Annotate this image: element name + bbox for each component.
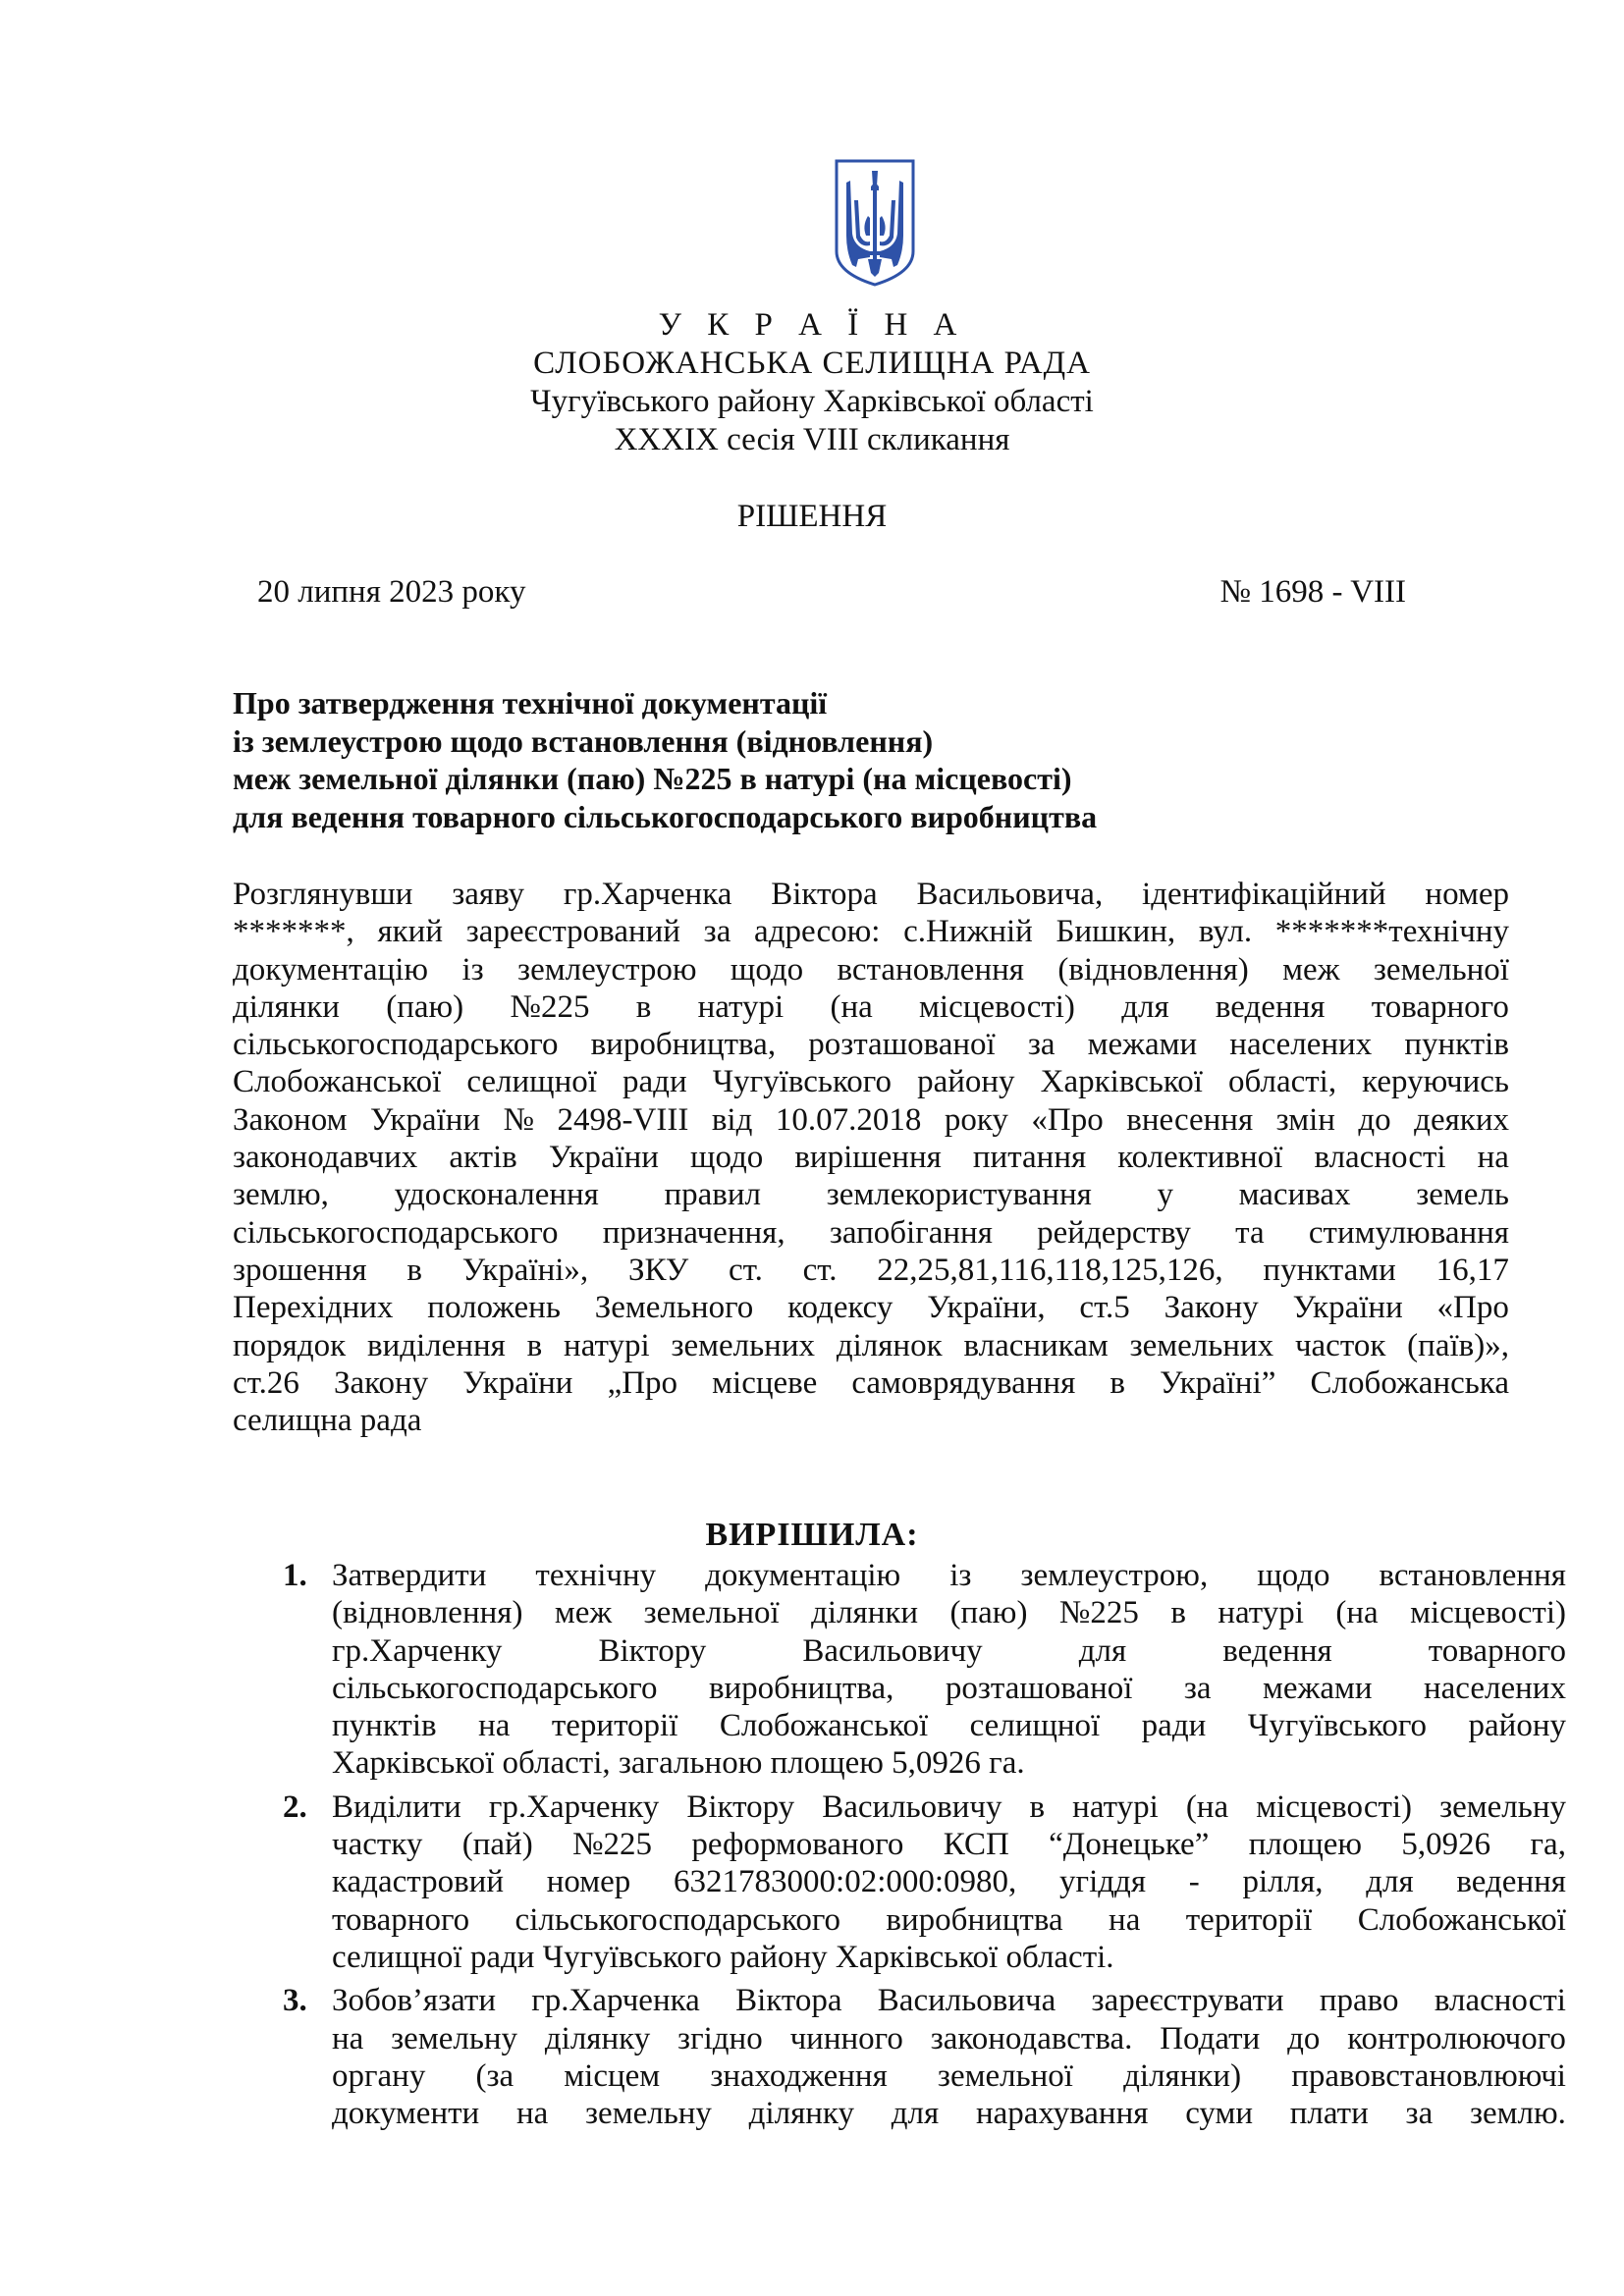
preamble-paragraph — [233, 876, 1509, 1439]
word: (на — [830, 988, 873, 1025]
word: сільськогосподарського — [332, 1670, 658, 1706]
word: сільськогосподарського — [514, 1901, 841, 1938]
word: сільськогосподарського — [233, 1214, 559, 1251]
word: України — [1292, 1290, 1403, 1326]
word: - — [1188, 1864, 1200, 1900]
word: призначення, — [602, 1214, 785, 1251]
resolved-heading: ВИРІШИЛА: — [705, 1517, 919, 1553]
word: виділення — [366, 1327, 506, 1363]
decision-subject — [233, 684, 1215, 835]
country-title: У К Р А Ї Н А — [658, 307, 966, 343]
word: питання — [972, 1140, 1087, 1176]
word: Розглянувши — [233, 877, 413, 912]
word: (паїв)», — [1407, 1327, 1509, 1363]
word: для — [1078, 1632, 1127, 1669]
word: колективної — [1117, 1140, 1283, 1176]
text-line — [332, 1901, 1566, 1939]
word: до — [1358, 1101, 1391, 1138]
word: документацію — [705, 1558, 901, 1593]
text-line — [233, 1176, 1509, 1213]
word: суми — [1185, 2096, 1254, 2132]
word: для — [891, 2096, 940, 2132]
word: Віктору — [598, 1632, 707, 1669]
word: Україні», — [461, 1252, 589, 1288]
word: с.Нижній — [903, 914, 1033, 950]
word: стимулювання — [1308, 1214, 1509, 1251]
word: ради — [623, 1064, 687, 1100]
text-line — [233, 1327, 1509, 1364]
resolution-item — [275, 1789, 1566, 1976]
word: деяких — [1414, 1101, 1509, 1138]
word: місцевості) — [1256, 1789, 1413, 1825]
word: законодавства. — [930, 2020, 1133, 2056]
word: ділянку — [544, 2020, 651, 2056]
word: 10.07.2018 — [775, 1101, 922, 1138]
word: ст.26 — [233, 1364, 299, 1401]
word: Чугуївського — [712, 1064, 893, 1100]
word: виробництва, — [708, 1670, 894, 1706]
word: земельну — [1439, 1789, 1566, 1825]
word: території — [1185, 1901, 1313, 1938]
word: пунктами — [1263, 1252, 1396, 1288]
word: на — [515, 2096, 549, 2132]
word: згідно — [677, 2020, 763, 2056]
subject-line: для ведення товарного сільськогосподарського виробництва — [233, 798, 1098, 834]
word: документи — [332, 2096, 480, 2132]
word: меж — [554, 1595, 613, 1631]
word: ідентифікаційний — [1142, 877, 1386, 912]
word: місцевості) — [1410, 1595, 1566, 1631]
word: за — [703, 914, 731, 950]
text-line — [332, 1863, 1566, 1900]
resolution-items — [275, 1557, 1566, 2138]
word: сільськогосподарського — [233, 1027, 559, 1063]
word: чинного — [789, 2020, 903, 2056]
word: Закону — [1164, 1290, 1259, 1326]
word: товарного — [1371, 988, 1509, 1025]
word: пунктів — [332, 1708, 437, 1744]
word: Віктору — [686, 1789, 795, 1825]
text-line — [233, 1101, 1509, 1139]
word: ст. — [802, 1252, 838, 1288]
word: території — [551, 1708, 678, 1744]
word: Васильовичу — [802, 1632, 983, 1669]
word: Зобов’язати — [332, 1983, 496, 2019]
word: Васильовича — [877, 1983, 1056, 2019]
word: селищної — [969, 1708, 1101, 1744]
word: ділянки — [233, 988, 340, 1025]
text-line — [332, 2020, 1566, 2057]
text-line — [233, 1026, 1509, 1063]
word: ділянку — [748, 2096, 854, 2132]
word: актів — [449, 1140, 517, 1176]
word: Виділити — [332, 1789, 461, 1825]
word: плати — [1289, 2096, 1369, 2132]
word: (відновлення) — [1057, 951, 1249, 988]
word: зрошення — [233, 1252, 367, 1288]
word: “Донецьке” — [1049, 1827, 1210, 1863]
decision-date: 20 липня 2023 року — [257, 574, 526, 610]
word: Перехідних — [233, 1290, 394, 1326]
word: площею — [1248, 1827, 1363, 1863]
word: правовстановлюючі — [1291, 2057, 1566, 2094]
word: гр.Харченка — [531, 1983, 700, 2019]
word: «Про — [1436, 1290, 1509, 1326]
word: ведення — [1215, 988, 1326, 1025]
word: Бишкин, — [1056, 914, 1176, 950]
word: в — [1170, 1595, 1186, 1631]
word: натурі — [564, 1327, 650, 1363]
word: ділянки) — [1123, 2057, 1242, 2094]
district-name: Чугуївського району Харківської області — [530, 384, 1094, 419]
word: щодо — [1257, 1558, 1330, 1593]
word: власності — [1434, 1983, 1566, 2019]
word: «Про — [1031, 1101, 1104, 1138]
word: (відновлення) — [332, 1595, 523, 1631]
word: *******, — [233, 914, 354, 950]
word: Земельного — [594, 1290, 754, 1326]
word: Слобожанської — [719, 1708, 929, 1744]
word: землю, — [233, 1177, 329, 1213]
word: місцеве — [712, 1364, 818, 1401]
word: району — [1468, 1708, 1566, 1744]
text-line — [233, 988, 1509, 1026]
word: 5,0926 — [1401, 1827, 1491, 1863]
word: ділянок — [836, 1327, 943, 1363]
word: на — [478, 1708, 511, 1744]
text-line: селищна рада — [233, 1403, 422, 1439]
word: власникам — [963, 1327, 1109, 1363]
word: 6321783000:02:000:0980, — [674, 1864, 1017, 1900]
word: та — [1235, 1214, 1265, 1251]
word: від — [711, 1101, 753, 1138]
council-name: СЛОБОЖАНСЬКА СЕЛИЩНА РАДА — [533, 346, 1091, 381]
text-line — [332, 1594, 1566, 1631]
word: ст.5 — [1079, 1290, 1130, 1326]
word: земельної — [937, 2057, 1073, 2094]
word: кодексу — [787, 1290, 893, 1326]
word: землекористування — [826, 1177, 1092, 1213]
text-line — [332, 2095, 1566, 2132]
word: для — [1366, 1864, 1414, 1900]
word: в — [406, 1252, 422, 1288]
word: правил — [664, 1177, 762, 1213]
word: угіддя — [1059, 1864, 1146, 1900]
word: ст. — [729, 1252, 763, 1288]
word: України, — [927, 1290, 1046, 1326]
resolution-item — [275, 1557, 1566, 1783]
word: України — [462, 1364, 573, 1401]
word: земельних — [671, 1327, 816, 1363]
word: законодавчих — [233, 1140, 418, 1176]
word: в — [526, 1327, 543, 1363]
word: за — [1405, 2096, 1434, 2132]
word: (на — [1335, 1595, 1379, 1631]
text-line — [332, 1632, 1566, 1670]
word: земельної — [1373, 951, 1509, 988]
word: нарахування — [975, 2096, 1149, 2132]
word: рілля, — [1242, 1864, 1324, 1900]
word: КСП — [943, 1827, 1009, 1863]
word: натурі — [697, 988, 785, 1025]
text-line — [233, 913, 1509, 950]
text-line — [233, 1364, 1509, 1402]
subject-line: Про затвердження технічної документації — [233, 685, 828, 721]
word: ведення — [1222, 1632, 1332, 1669]
trident-emblem-icon — [833, 157, 917, 289]
item-text — [332, 1982, 1566, 2132]
word: частку — [332, 1827, 423, 1863]
text-line — [332, 1557, 1566, 1594]
word: рейдерству — [1037, 1214, 1191, 1251]
word: натурі — [1218, 1595, 1304, 1631]
word: №225 — [1058, 1595, 1139, 1631]
word: земель — [1416, 1177, 1509, 1213]
word: адресою: — [754, 914, 881, 950]
text-line — [332, 1982, 1566, 2019]
word: ради — [1141, 1708, 1207, 1744]
word: із — [949, 1558, 972, 1593]
word: землю. — [1469, 2096, 1566, 2132]
word: за — [1183, 1670, 1212, 1706]
word: часток — [1294, 1327, 1386, 1363]
word: року — [944, 1101, 1008, 1138]
word: землеустрою, — [1020, 1558, 1209, 1593]
text-line: Харківської області, загальною площею 5,0926 га. — [332, 1745, 1025, 1782]
word: вирішення — [794, 1140, 942, 1176]
item-number: 2. — [283, 1789, 307, 1825]
word: органу — [332, 2057, 426, 2094]
word: натурі — [1072, 1789, 1159, 1825]
word: *******технічну — [1274, 914, 1509, 950]
text-line — [233, 876, 1509, 913]
word: Подати — [1160, 2020, 1261, 2056]
word: на — [1109, 1901, 1141, 1938]
word: місцевості) — [919, 988, 1075, 1025]
word: Закону — [333, 1364, 429, 1401]
word: місцем — [564, 2057, 661, 2094]
word: реформованого — [691, 1827, 904, 1863]
word: гр.Харченку — [332, 1632, 503, 1669]
word: Васильовича, — [916, 877, 1104, 912]
word: в — [1029, 1789, 1046, 1825]
word: „Про — [607, 1364, 678, 1401]
text-line — [332, 1707, 1566, 1744]
session-info: XXXIX сесія VIII скликання — [614, 422, 1010, 457]
word: пунктів — [1404, 1027, 1509, 1063]
word: земельної — [643, 1595, 780, 1631]
word: розташованої — [945, 1670, 1133, 1706]
word: 16,17 — [1435, 1252, 1509, 1288]
word: земельну — [391, 2020, 518, 2056]
word: розташованої — [808, 1027, 996, 1063]
word: №225 — [572, 1827, 653, 1863]
word: зареєструвати — [1091, 1983, 1284, 2019]
word: населених — [1424, 1670, 1566, 1706]
word: (пай) — [461, 1827, 533, 1863]
word: встановлення — [1379, 1558, 1566, 1593]
word: порядок — [233, 1327, 347, 1363]
word: Слобожанської — [233, 1064, 442, 1100]
word: внесення — [1126, 1101, 1254, 1138]
text-line — [233, 1289, 1509, 1326]
word: масивах — [1238, 1177, 1351, 1213]
item-text — [332, 1789, 1566, 1976]
word: до — [1287, 2020, 1321, 2056]
word: межами — [1263, 1670, 1373, 1706]
word: виробництва, — [590, 1027, 777, 1063]
word: вул. — [1198, 914, 1253, 950]
word: (паю) — [386, 988, 464, 1025]
word: (на — [1185, 1789, 1229, 1825]
word: керуючись — [1362, 1064, 1509, 1100]
word: землеустрою — [517, 951, 697, 988]
word: номер — [546, 1864, 631, 1900]
word: виробництва — [886, 1901, 1063, 1938]
word: земельну — [585, 2096, 712, 2132]
word: на — [1477, 1140, 1509, 1176]
word: межами — [1087, 1027, 1198, 1063]
word: удосконалення — [394, 1177, 599, 1213]
word: Слобожанської — [1357, 1901, 1566, 1938]
text-line — [233, 1214, 1509, 1252]
word: Васильовичу — [822, 1789, 1002, 1825]
text-line — [233, 1139, 1509, 1176]
word: із — [461, 951, 484, 988]
word: ведення — [1456, 1864, 1566, 1900]
subject-line: із землеустрою щодо встановлення (відновлення) — [233, 722, 934, 759]
document-type: РІШЕННЯ — [736, 499, 888, 534]
word: Віктора — [735, 1983, 842, 2019]
word: ЗКУ — [627, 1252, 689, 1288]
word: меж — [1282, 951, 1340, 988]
word: гр.Харченку — [488, 1789, 660, 1825]
word: положень — [427, 1290, 561, 1326]
word: №225 — [510, 988, 590, 1025]
word: Чугуївського — [1247, 1708, 1428, 1744]
word: Віктора — [771, 877, 878, 912]
word: населених — [1229, 1027, 1373, 1063]
text-line — [332, 1789, 1566, 1826]
word: 2498-VIII — [557, 1101, 689, 1138]
word: га, — [1530, 1827, 1566, 1863]
word: запобігання — [829, 1214, 993, 1251]
text-line — [233, 1252, 1509, 1289]
word: технічну — [535, 1558, 657, 1593]
word: у — [1157, 1177, 1173, 1213]
text-line — [332, 1826, 1566, 1863]
word: товарного — [332, 1901, 470, 1938]
word: України — [369, 1101, 481, 1138]
word: за — [1027, 1027, 1056, 1063]
word: Законом — [233, 1101, 348, 1138]
word: зареєстрований — [465, 914, 680, 950]
word: № — [503, 1101, 535, 1138]
word: земельних — [1129, 1327, 1274, 1363]
word: змін — [1275, 1101, 1335, 1138]
item-number: 1. — [283, 1558, 307, 1593]
word: (за — [475, 2057, 514, 2094]
word: право — [1319, 1983, 1399, 2019]
text-line — [332, 1670, 1566, 1707]
word: 22,25,81,116,118,125,126, — [877, 1252, 1223, 1288]
word: знаходження — [710, 2057, 888, 2094]
word: селищної — [466, 1064, 597, 1100]
subject-line: меж земельної ділянки (паю) №225 в натурі (на місцевості) — [233, 761, 1072, 796]
word: самоврядування — [851, 1364, 1076, 1401]
text-line — [233, 1063, 1509, 1100]
decision-number: № 1698 - VIII — [1219, 574, 1406, 610]
word: номер — [1425, 877, 1509, 912]
word: товарного — [1428, 1632, 1566, 1669]
word: області, — [1228, 1064, 1337, 1100]
word: гр.Харченка — [563, 877, 732, 912]
item-number: 3. — [283, 1983, 307, 2019]
text-line — [332, 2057, 1566, 2095]
word: контролюючого — [1347, 2020, 1566, 2056]
word: ділянки — [811, 1595, 919, 1631]
word: України — [548, 1140, 659, 1176]
word: документацію — [233, 951, 429, 988]
word: Слобожанська — [1310, 1364, 1509, 1401]
word: для — [1121, 988, 1169, 1025]
word: Харківської — [1040, 1064, 1203, 1100]
text-line: селищної ради Чугуївського району Харківської області. — [332, 1939, 1114, 1975]
word: в — [1110, 1364, 1125, 1401]
word: встановлення — [837, 951, 1024, 988]
word: щодо — [690, 1140, 764, 1176]
item-text — [332, 1557, 1566, 1783]
word: на — [332, 2020, 364, 2056]
word: власності — [1314, 1140, 1446, 1176]
resolution-item — [275, 1982, 1566, 2132]
word: кадастровий — [332, 1864, 504, 1900]
word: який — [377, 914, 443, 950]
word: району — [917, 1064, 1015, 1100]
word: (паю) — [949, 1595, 1028, 1631]
word: Україні” — [1160, 1364, 1276, 1401]
word: в — [635, 988, 652, 1025]
text-line — [233, 951, 1509, 988]
word: заяву — [452, 877, 525, 912]
word: щодо — [730, 951, 804, 988]
word: Затвердити — [332, 1558, 487, 1593]
